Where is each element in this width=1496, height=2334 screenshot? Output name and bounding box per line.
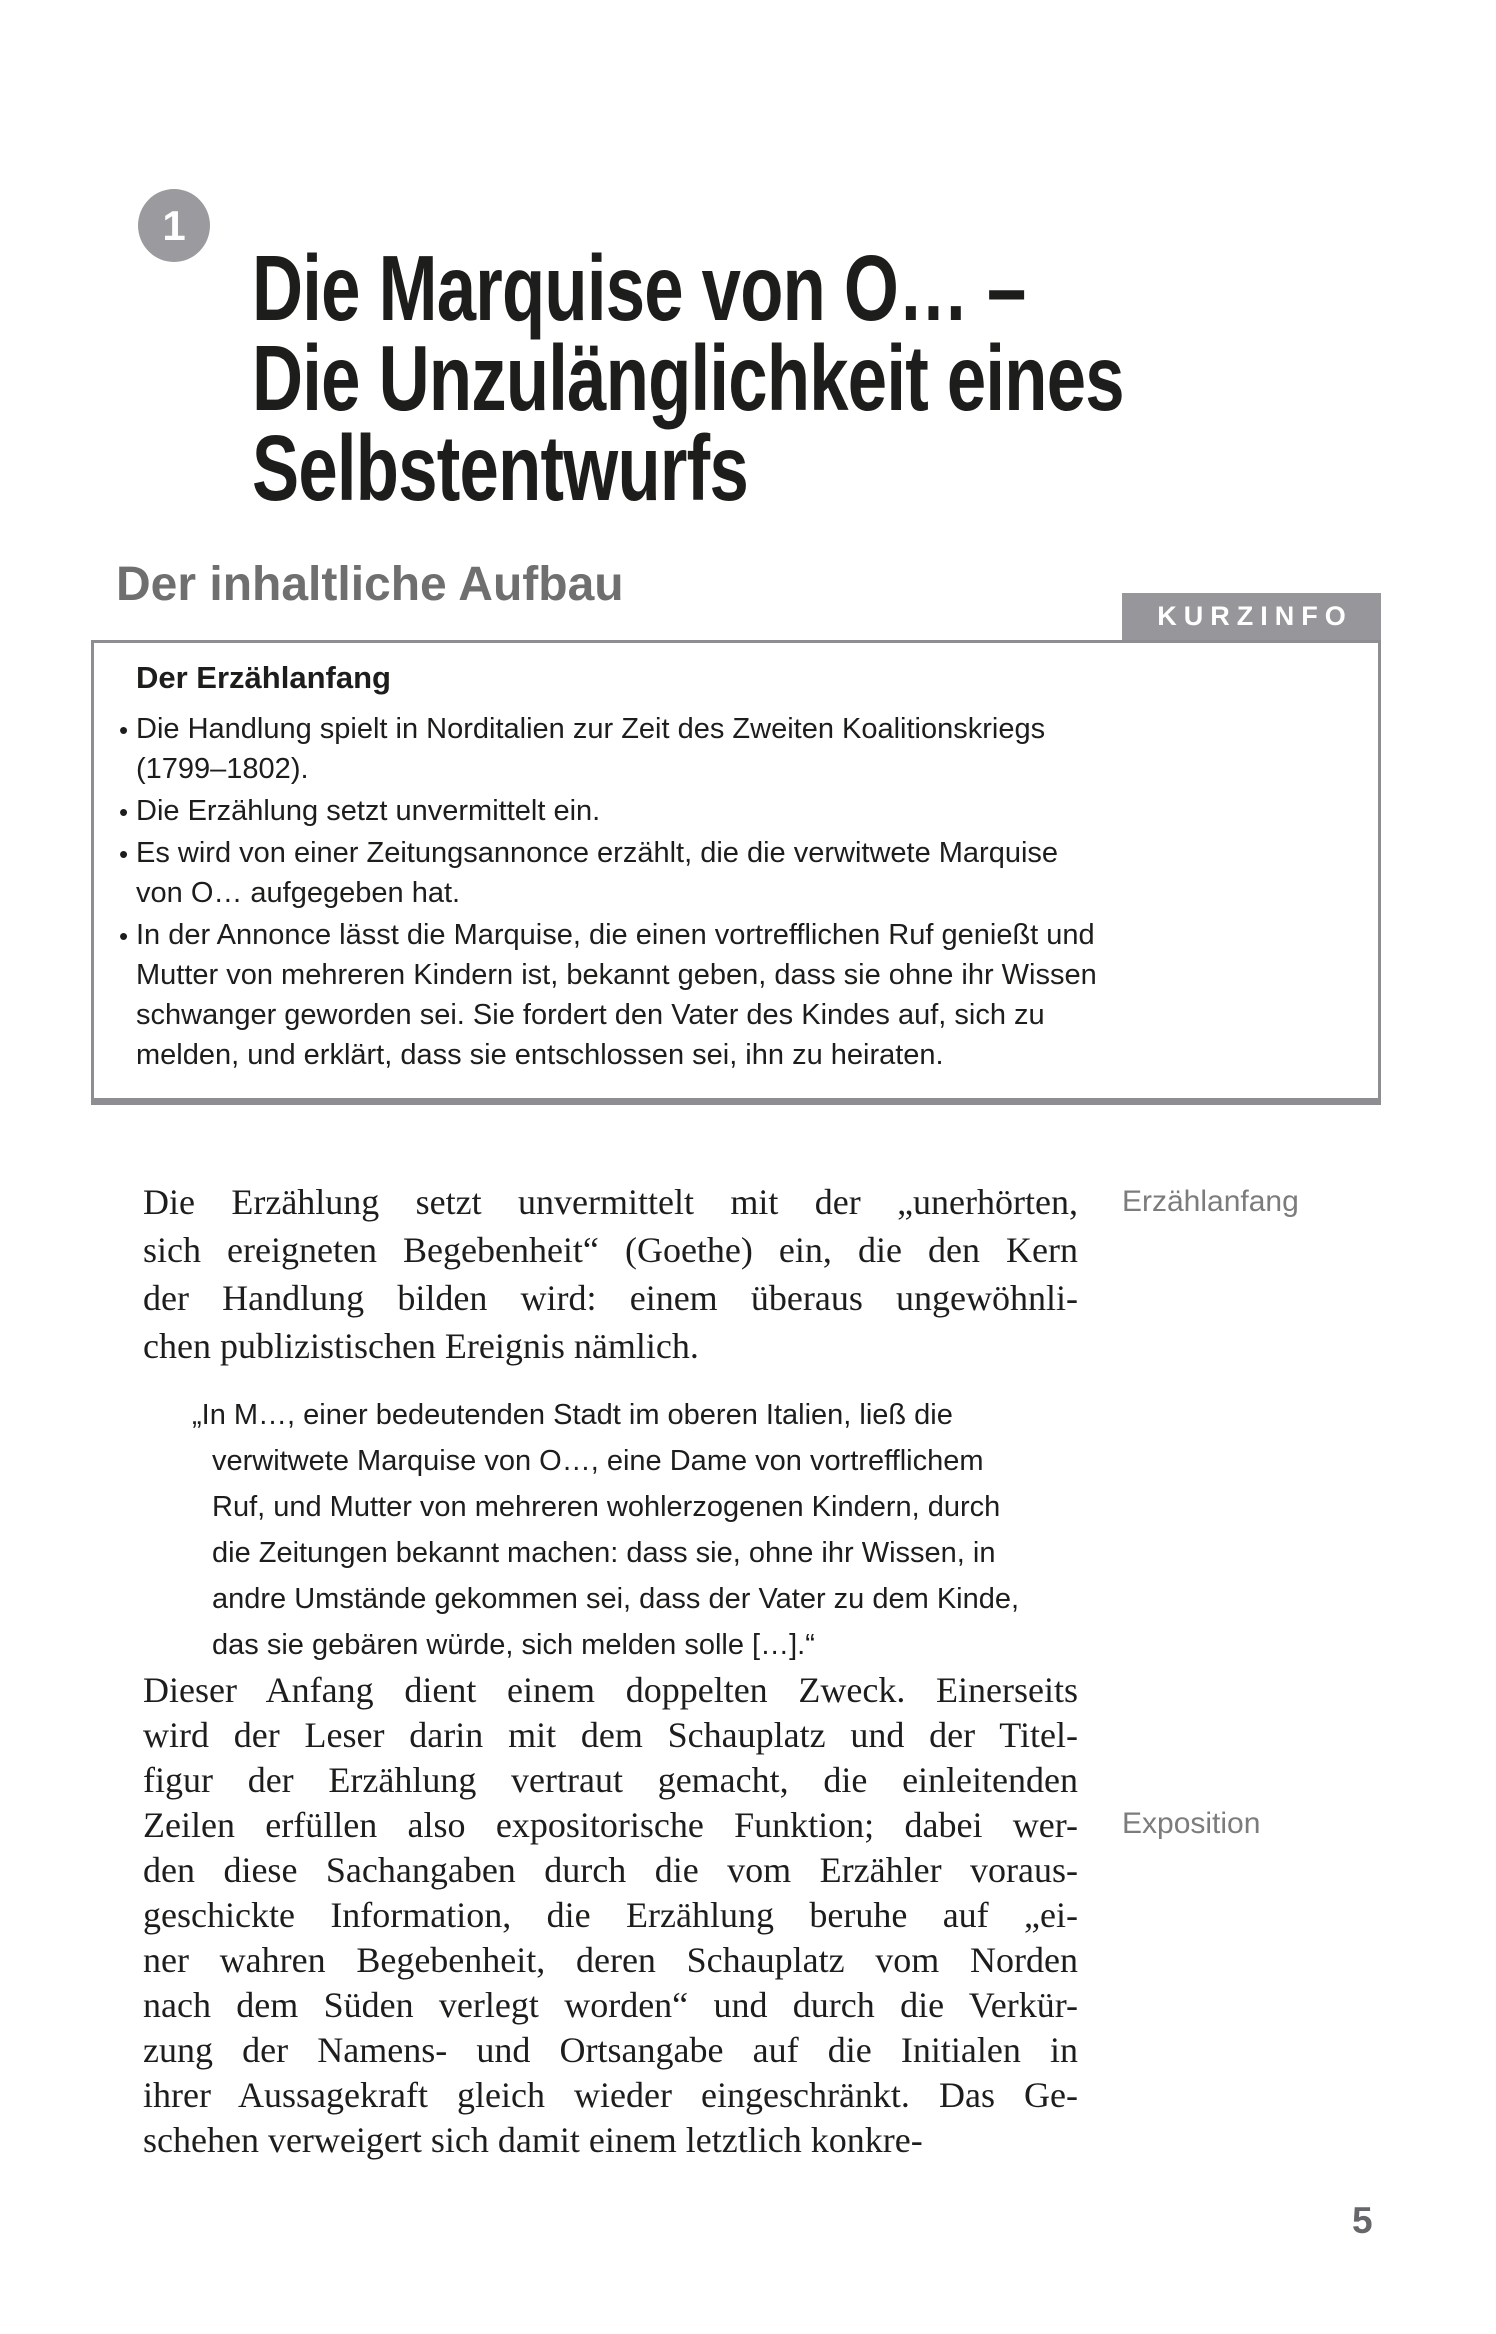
chapter-title [252,236,1316,521]
text-line: figur der Erzählung vertraut gemacht, die einleitenden [143,1760,1078,1800]
text-line: wird der Leser darin mit dem Schauplatz und der Titel- [143,1715,1078,1755]
text-line: Ruf, und Mutter von mehreren wohlerzogenen Kindern, durch [212,1491,1001,1523]
text-line: (1799–1802). [136,753,309,785]
text-line: zung der Namens- und Ortsangabe auf die Initialen in [143,2030,1078,2070]
text-line: In der Annonce lässt die Marquise, die einen vortrefflichen Ruf genießt und [136,919,1095,951]
chapter-number-badge: 1 [138,189,210,262]
bullet-icon: • [119,797,129,827]
text-line: das sie gebären würde, sich melden solle […].“ [212,1629,815,1661]
text-line: verwitwete Marquise von O…, eine Dame von vortrefflichem [212,1445,984,1477]
bullet-text [136,709,1344,789]
text-line: der Handlung bilden wird: einem überaus ungewöhnli- [143,1278,1078,1318]
text-line: Die Unzulänglichkeit eines [252,326,1124,431]
text-line: nach dem Süden verlegt worden“ und durch die Verkür- [143,1985,1078,2025]
text-line: die Zeitungen bekannt machen: dass sie, ohne ihr Wissen, in [212,1537,996,1569]
bullet-text [136,833,1344,913]
margin-note-erzaehlanfang: Erzählanfang [1122,1185,1299,1218]
text-line: Zeilen erfüllen also expositorische Funktion; dabei wer- [143,1805,1078,1845]
body-paragraph-2 [143,1668,1078,2163]
bullet-icon: • [119,921,129,951]
text-line: Die Marquise von O… – [252,236,1026,341]
text-line: von O… aufgegeben hat. [136,877,461,909]
kurzinfo-bullet-item [119,833,1344,913]
bullet-text [136,915,1344,1075]
text-line: Selbstentwurfs [252,416,748,521]
kurzinfo-box-heading: Der Erzählanfang [136,660,391,695]
text-line: Die Handlung spielt in Norditalien zur Zeit des Zweiten Koalitionskriegs [136,713,1046,745]
margin-note-exposition: Exposition [1122,1807,1261,1840]
text-line: geschickte Information, die Erzählung beruhe auf „ei- [143,1895,1078,1935]
text-line: den diese Sachangaben durch die vom Erzähler voraus- [143,1850,1078,1890]
text-line: Mutter von mehreren Kindern ist, bekannt geben, dass sie ohne ihr Wissen [136,959,1097,991]
text-line: Die Erzählung setzt unvermittelt ein. [136,795,601,827]
text-line: ihrer Aussagekraft gleich wieder eingeschränkt. Das Ge- [143,2075,1078,2115]
page-number: 5 [1352,2200,1373,2241]
kurzinfo-bullet-item [119,791,1344,831]
kurzinfo-tab-label: KURZINFO [1122,593,1381,640]
body-paragraph-1 [143,1178,1078,1370]
bullet-text [136,791,1344,831]
section-heading: Der inhaltliche Aufbau [116,557,624,611]
kurzinfo-box [91,640,1381,1105]
text-line: andre Umstände gekommen sei, dass der Vater zu dem Kinde, [212,1583,1020,1615]
text-line: Es wird von einer Zeitungsannonce erzählt, die die verwitwete Marquise [136,837,1059,869]
kurzinfo-bullet-list [119,709,1344,1075]
text-line: schehen verweigert sich damit einem letztlich konkre- [143,2120,923,2160]
text-line: sich ereigneten Begebenheit“ (Goethe) ein, die den Kern [143,1230,1078,1270]
kurzinfo-bullet-item [119,915,1344,1075]
bullet-icon: • [119,715,129,745]
text-line: ner wahren Begebenheit, deren Schauplatz vom Norden [143,1940,1078,1980]
text-line: „In M…, einer bedeutenden Stadt im oberen Italien, ließ die [192,1399,953,1431]
kleist-quotation-block [192,1392,1082,1668]
kurzinfo-bullet-item [119,709,1344,789]
text-line: chen publizistischen Ereignis nämlich. [143,1326,699,1366]
bullet-icon: • [119,839,129,869]
text-line: schwanger geworden sei. Sie fordert den Vater des Kindes auf, sich zu [136,999,1045,1031]
text-line: Die Erzählung setzt unvermittelt mit der „unerhörten, [143,1182,1078,1222]
text-line: melden, und erklärt, dass sie entschlossen sei, ihn zu heiraten. [136,1039,944,1071]
text-line: Dieser Anfang dient einem doppelten Zweck. Einerseits [143,1670,1078,1710]
